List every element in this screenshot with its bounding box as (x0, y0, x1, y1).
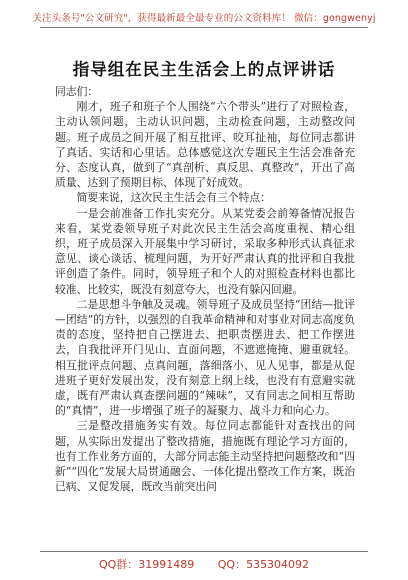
header-divider (40, 27, 368, 28)
body-paragraph: 简要来说，这次民主生活会有三个特点： (76, 191, 271, 205)
body-paragraph: 二是思想斗争触及灵魂。领导班子及成员坚持“团结—批评—团结”的方针，以强烈的自我革命精神和对事业对同志高度负责的态度，坚持把自己摆进去、把职责摆进去、把工作摆进去，自我批评开门见山、直面问题，不遮遮掩掩、避重就轻。相互批评点问题、点真问题，落细落小、见人见事，都是从促进班子更好发展出发，没有刻意上纲上线，也没有有意避实就虚，既有严肃认真查摆问题的“辣味”，又有同志之间相互帮助的“真情”，进一步增强了班子的凝聚力、战斗力和向心力。 (55, 297, 355, 418)
document-body (55, 84, 355, 494)
body-paragraph: 三是整改措施务实有效。每位同志都能针对查找出的问题，从实际出发提出了整改措施，措施既有理论学习方面的，也有工作业务方面的，大部分同志能主动坚持把问题整改和“四新”“四化”发展大局贯通融会、一体化提出整改工作方案，既治已病、又促发展，既改当前突出问 (55, 419, 355, 494)
promo-banner: 关注头条号"公文研究"，获得最新最全最专业的公文资料库！ 微信：gongwenyj (32, 13, 376, 24)
body-paragraph: 刚才，班子和班子个人围绕“六个带头”进行了对照检查，主动认领问题，主动认识问题，主动检查问题，主动整改问题。班子成员之间开展了相互批评、咬耳扯袖，每位同志都讲了真话、实话和心里话。总体感觉这次专题民主生活会准备充分、态度认真，做到了“真剖析、真反思、真整改”，开出了高质量、达到了预期目标、体现了好成效。 (55, 100, 355, 190)
footer-divider (40, 551, 368, 552)
body-paragraph: 一是会前准备工作扎实充分。从某党委会前筹备情况报告来看，某党委领导班子对此次民主生活会高度重视、精心组织，班子成员深入开展集中学习研讨，采取多种形式认真征求意见、谈心谈话、梳理问题，为开好严肃认真的批评和自我批评创造了条件。同时，领导班子和个人的对照检查材料也都比较准、比较实，既没有刻意夸大，也没有躲闪回避。 (55, 206, 355, 296)
qq-number-text: QQ：535304092 (217, 558, 310, 571)
qq-group-text: QQ群：31991489 (98, 558, 195, 571)
salutation: 同志们： (55, 85, 99, 98)
document-title: 指导组在民主生活会上的点评讲话 (72, 60, 336, 79)
footer-contact (0, 556, 408, 572)
